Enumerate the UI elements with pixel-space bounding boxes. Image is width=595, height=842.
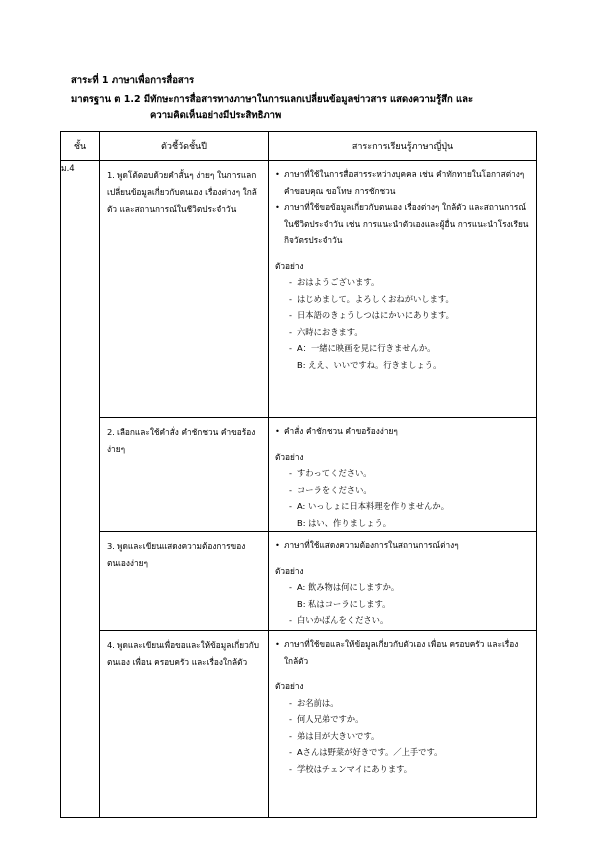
example-label: ตัวอย่าง	[275, 565, 304, 576]
content-bullet: • ภาษาที่ใช้ในการสื่อสารระหว่างบุคคล เช่น คำทักทายในโอกาสต่างๆ คำขอบคุณ ขอโทษ การชักชวน	[275, 166, 530, 199]
indicator-cell	[100, 631, 269, 818]
example-item: - 弟は目が大きいです。	[289, 730, 380, 741]
header-grade: ชั้น	[61, 132, 100, 161]
indicator-cell	[100, 532, 269, 631]
curriculum-table	[60, 131, 537, 818]
example-item: - すわってください。	[289, 468, 372, 478]
content-cell	[269, 161, 537, 418]
example-item: - 白いかばんをください。	[289, 615, 389, 625]
example-item: - はじめまして。よろしくおねがいします。	[289, 293, 454, 304]
example-label: ตัวอย่าง	[275, 451, 304, 462]
content-cell	[269, 631, 537, 818]
table-row	[61, 532, 537, 631]
example-item: - A: いっしょに日本料理を作りませんか。	[289, 501, 450, 511]
strand-title: สาระที่ 1 ภาษาเพื่อการสื่อสาร	[71, 75, 195, 86]
header-indicator: ตัวชี้วัดชั้นปี	[100, 132, 269, 161]
indicator-cell	[100, 418, 269, 532]
example-item: B: はい、作りましょう。	[297, 517, 392, 528]
example-label: ตัวอย่าง	[275, 260, 304, 271]
table-row	[61, 418, 537, 532]
example-item: B: ええ、いいですね。行きましょう。	[297, 359, 442, 370]
example-item: - コーラをください。	[289, 484, 372, 495]
example-item: - A：一緒に映画を見に行きませんか。	[289, 343, 436, 353]
content-cell	[269, 418, 537, 532]
example-item: - お名前は。	[289, 697, 339, 708]
example-item: B: 私はコーラにします。	[297, 598, 391, 609]
indicator-text: 2. เลือกและใช้คำสั่ง คำชักชวน คำขอร้องง่ายๆ	[107, 427, 256, 454]
standard-title: มาตรฐาน ต 1.2 มีทักษะการสื่อสารทางภาษาในการแลกเปลี่ยนข้อมูลข่าวสาร แสดงความรู้สึก และ	[71, 94, 474, 105]
example-item: - 学校はチェンマイにあります。	[289, 763, 413, 774]
table-header-row	[61, 132, 537, 161]
indicator-text: 4. พูดและเขียนเพื่อขอและให้ข้อมูลเกี่ยวกับตนเอง เพื่อน ครอบครัว และเรื่องใกล้ตัว	[107, 640, 260, 667]
example-item: - 六時におきます。	[289, 326, 363, 337]
content-bullet: • ภาษาที่ใช้แสดงความต้องการในสถานการณ์ต่างๆ	[275, 537, 530, 554]
example-label: ตัวอย่าง	[275, 681, 304, 691]
example-list	[275, 274, 530, 373]
table-row	[61, 631, 537, 818]
indicator-text: 1. พูดโต้ตอบด้วยคำสั้นๆ ง่ายๆ ในการแลกเปลี่ยนข้อมูลเกี่ยวกับตนเอง เรื่องต่างๆ ใกล้ตัว และสถานการณ์ในชีวิตประจำวัน	[107, 170, 257, 214]
example-item: - Aさんは野菜が好きです。／上手です。	[289, 747, 443, 757]
example-list	[275, 579, 530, 629]
table-row	[61, 161, 537, 418]
indicator-cell	[100, 161, 269, 418]
content-cell	[269, 532, 537, 631]
grade-cell: ม.4	[61, 161, 100, 818]
example-list	[275, 465, 530, 531]
example-item: - A: 飲み物は何にしますか。	[289, 582, 400, 592]
example-list	[275, 695, 530, 778]
example-item: - おはようございます。	[289, 277, 380, 287]
content-bullet: • ภาษาที่ใช้ขอและให้ข้อมูลเกี่ยวกับตัวเอง เพื่อน ครอบครัว และเรื่องใกล้ตัว	[275, 636, 530, 669]
standard-title-continued: ความคิดเห็นอย่างมีประสิทธิภาพ	[150, 110, 282, 121]
content-bullet: • คำสั่ง คำชักชวน คำขอร้องง่ายๆ	[275, 423, 530, 440]
header-content: สาระการเรียนรู้ภาษาญี่ปุ่น	[269, 132, 537, 161]
example-item: - 何人兄弟ですか。	[289, 714, 364, 724]
example-item: - 日本語のきょうしつはにかいにあります。	[289, 310, 454, 320]
indicator-text: 3. พูดและเขียนแสดงความต้องการของตนเองง่ายๆ	[107, 541, 246, 568]
content-bullet: • ภาษาที่ใช้ขอข้อมูลเกี่ยวกับตนเอง เรื่องต่างๆ ใกล้ตัว และสถานการณ์ในชีวิตประจำวัน เช่น การแนะนำตัวเองและผู้อื่น การแนะนำโรงเรียน กิจวัตรประจำวัน	[275, 199, 530, 249]
